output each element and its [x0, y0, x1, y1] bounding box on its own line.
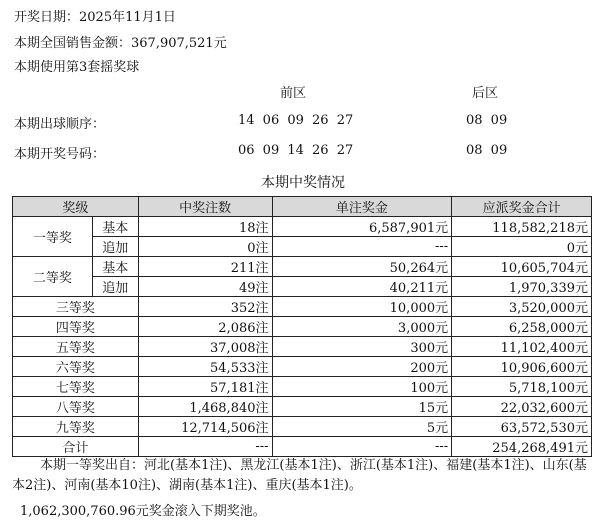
- count-cell: 57,181注: [138, 377, 272, 397]
- draw-order-front: 14 06 09 26 27: [238, 113, 354, 128]
- count-cell: 1,468,840注: [138, 397, 272, 417]
- draw-order-label: 本期出球顺序：: [14, 117, 106, 132]
- header-level: 奖级: [13, 197, 139, 217]
- prize-cell: 40,211元: [272, 277, 452, 297]
- winning-numbers-label: 本期开奖号码：: [14, 147, 106, 162]
- level-label: 一等奖: [13, 217, 93, 257]
- total-cell: 1,970,339元: [452, 277, 592, 297]
- total-cell: 11,102,400元: [452, 337, 592, 357]
- total-cell: 3,520,000元: [452, 297, 592, 317]
- count-cell: 0注: [138, 237, 272, 257]
- prize-cell: 300元: [272, 337, 452, 357]
- prize-cell: 200元: [272, 357, 452, 377]
- draw-date: 开奖日期：2025年11月1日: [14, 10, 176, 25]
- count-cell: 49注: [138, 277, 272, 297]
- total-cell: 22,032,600元: [452, 397, 592, 417]
- count-cell: 211注: [138, 257, 272, 277]
- rollover-note: 1,062,300,760.96元奖金滚入下期奖池。: [20, 504, 266, 519]
- count-cell: 352注: [138, 297, 272, 317]
- sub-label: 追加: [92, 277, 138, 297]
- level-label: 合计: [13, 437, 139, 457]
- winning-numbers-back: 08 09: [466, 143, 508, 158]
- winning-numbers-front: 06 09 14 26 27: [238, 143, 354, 158]
- header-total: 应派奖金合计: [452, 197, 592, 217]
- header-count: 中奖注数: [138, 197, 272, 217]
- count-cell: 54,533注: [138, 357, 272, 377]
- prize-cell: 6,587,901元: [272, 217, 452, 237]
- total-cell: 10,906,600元: [452, 357, 592, 377]
- prize-cell: 5元: [272, 417, 452, 437]
- table-title: 本期中奖情况: [261, 175, 345, 191]
- prize-table: [12, 196, 592, 457]
- front-zone-label: 前区: [280, 86, 307, 101]
- table-row: [13, 257, 592, 277]
- count-cell: ---: [138, 437, 272, 457]
- total-cell: 0元: [452, 237, 592, 257]
- level-label: 八等奖: [13, 397, 139, 417]
- total-cell: 254,268,491元: [452, 437, 592, 457]
- sub-label: 基本: [92, 217, 138, 237]
- level-label: 六等奖: [13, 357, 139, 377]
- level-label: 四等奖: [13, 317, 139, 337]
- table-row: [13, 417, 592, 437]
- sales-amount: 本期全国销售金额：367,907,521元: [14, 36, 227, 51]
- back-zone-label: 后区: [472, 86, 499, 101]
- ball-set-info: 本期使用第3套摇奖球: [14, 60, 140, 75]
- table-row: [13, 397, 592, 417]
- count-cell: 37,008注: [138, 337, 272, 357]
- table-header-row: [13, 197, 592, 217]
- table-row: [13, 217, 592, 237]
- total-cell: 10,605,704元: [452, 257, 592, 277]
- level-label: 九等奖: [13, 417, 139, 437]
- prize-cell: 15元: [272, 397, 452, 417]
- header-prize: 单注奖金: [272, 197, 452, 217]
- level-label: 五等奖: [13, 337, 139, 357]
- prize-cell: 10,000元: [272, 297, 452, 317]
- count-cell: 2,086注: [138, 317, 272, 337]
- prize-cell: 3,000元: [272, 317, 452, 337]
- level-label: 二等奖: [13, 257, 93, 297]
- table-row: [13, 377, 592, 397]
- total-cell: 6,258,000元: [452, 317, 592, 337]
- level-label: 三等奖: [13, 297, 139, 317]
- first-prize-origin: 本期一等奖出自：河北(基本1注)、黑龙江(基本1注)、浙江(基本1注)、福建(基本1注)、山东(基本2注)、河南(基本10注)、湖南(基本1注)、重庆(基本1注)。: [12, 458, 587, 493]
- total-cell: 63,572,530元: [452, 417, 592, 437]
- prize-cell: 50,264元: [272, 257, 452, 277]
- table-row: [13, 317, 592, 337]
- count-cell: 12,714,506注: [138, 417, 272, 437]
- total-cell: 5,718,100元: [452, 377, 592, 397]
- table-row: [13, 337, 592, 357]
- table-row-sum: [13, 437, 592, 457]
- prize-cell: ---: [272, 437, 452, 457]
- level-label: 七等奖: [13, 377, 139, 397]
- prize-cell: 100元: [272, 377, 452, 397]
- table-row: [13, 357, 592, 377]
- draw-order-back: 08 09: [466, 113, 508, 128]
- count-cell: 18注: [138, 217, 272, 237]
- total-cell: 118,582,218元: [452, 217, 592, 237]
- table-row: [13, 277, 592, 297]
- table-row: [13, 297, 592, 317]
- prize-cell: ---: [272, 237, 452, 257]
- table-row: [13, 237, 592, 257]
- sub-label: 基本: [92, 257, 138, 277]
- sub-label: 追加: [92, 237, 138, 257]
